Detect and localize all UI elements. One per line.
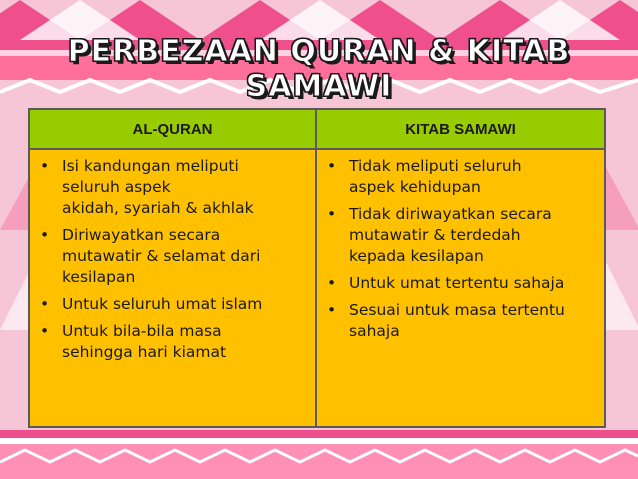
list-item <box>36 294 305 315</box>
list-item <box>323 156 594 198</box>
bullet-icon: • <box>40 322 50 340</box>
kitab-samawi-list <box>323 156 594 342</box>
list-item <box>36 225 305 288</box>
list-item <box>36 156 305 219</box>
list-item <box>323 204 594 267</box>
list-item <box>323 300 594 342</box>
comparison-table <box>28 108 606 428</box>
bullet-icon: • <box>327 205 337 223</box>
bullet-icon: • <box>40 157 50 175</box>
bullet-icon: • <box>40 226 50 244</box>
header-al-quran: AL-QURAN <box>30 110 317 150</box>
bullet-icon: • <box>327 157 337 175</box>
bullet-icon: • <box>327 301 337 319</box>
list-item-text: Sesuai untuk masa tertentu sahaja <box>349 301 565 340</box>
list-item-text: Untuk bila-bila masa sehingga hari kiamat <box>62 322 227 361</box>
kitab-samawi-cell <box>317 150 604 426</box>
list-item-text: Untuk umat tertentu sahaja <box>349 274 565 292</box>
list-item-text: Isi kandungan meliputi seluruh aspek akidah, syariah & akhlak <box>62 157 254 217</box>
list-item-text: Diriwayatkan secara mutawatir & selamat dari kesilapan <box>62 226 261 286</box>
list-item-text: Tidak diriwayatkan secara mutawatir & terdedah kepada kesilapan <box>349 205 552 265</box>
bullet-icon: • <box>327 274 337 292</box>
list-item <box>36 321 305 363</box>
al-quran-cell <box>30 150 317 426</box>
al-quran-list <box>36 156 305 363</box>
list-item-text: Tidak meliputi seluruh aspek kehidupan <box>349 157 522 196</box>
header-kitab-samawi: KITAB SAMAWI <box>317 110 604 150</box>
list-item-text: Untuk seluruh umat islam <box>62 295 263 313</box>
bullet-icon: • <box>40 295 50 313</box>
page-title: PERBEZAAN QURAN & KITAB SAMAWI <box>67 34 571 104</box>
list-item <box>323 273 594 294</box>
